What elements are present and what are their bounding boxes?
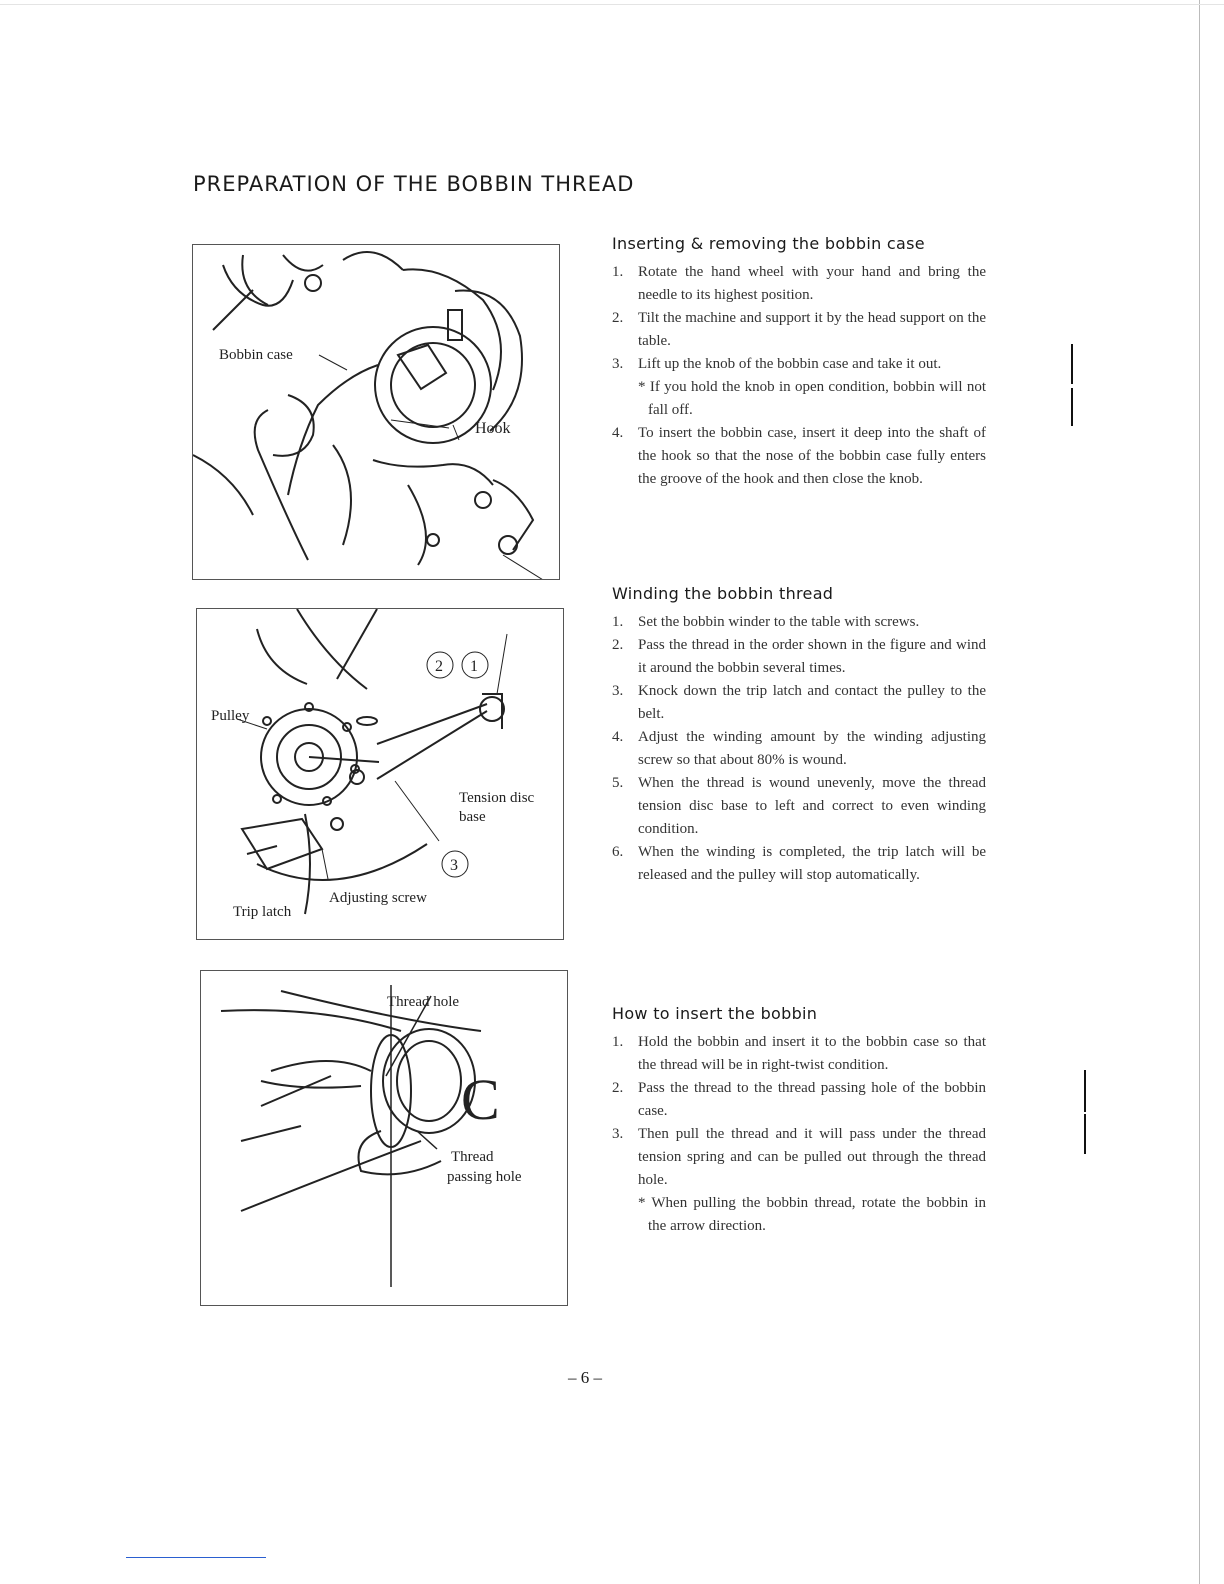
section-heading: How to insert the bobbin	[612, 1004, 818, 1023]
page-title: PREPARATION OF THE BOBBIN THREAD	[193, 172, 635, 196]
label-thread-hole: Thread hole	[387, 994, 460, 1010]
margin-bar	[1084, 1114, 1086, 1154]
bobbin-case-illustration	[193, 245, 559, 579]
margin-bar	[1071, 388, 1073, 426]
label-trip-latch: Trip latch	[233, 904, 292, 920]
figure-insert-bobbin	[200, 970, 568, 1306]
list-item: 3. Knock down the trip latch and contact the pulley to the belt.	[612, 683, 986, 722]
list-item: 4. To insert the bobbin case, insert it deep into the shaft of the hook so that the nose of the bobbin case fully enters the groove of the hook and then close the knob.	[612, 425, 986, 487]
list-item: 2. Pass the thread to the thread passing hole of the bobbin case.	[612, 1080, 986, 1119]
label-tension-disc: Tension disc	[459, 790, 535, 806]
label-number-3: 3	[450, 857, 458, 874]
list-item: 2. Tilt the machine and support it by the head support on the table.	[612, 310, 986, 349]
list-item: 4. Adjust the winding amount by the winding adjusting screw so that about 80% is wound.	[612, 729, 986, 768]
label-thread-passing-hole: passing hole	[447, 1169, 522, 1185]
figure-bobbin-case	[192, 244, 560, 580]
instruction-list	[612, 261, 986, 376]
section-insert-bobbin	[612, 1004, 986, 1238]
bobbin-winder-illustration	[197, 609, 563, 939]
list-item: 5. When the thread is wound unevenly, move the thread tension disc base to left and correct to even winding condition.	[612, 775, 986, 837]
label-letter-c: C	[461, 1067, 500, 1132]
label-thread-passing: Thread	[451, 1149, 494, 1165]
list-item: 1. Hold the bobbin and insert it to the bobbin case so that the thread will be in right-twist condition.	[612, 1034, 986, 1073]
instruction-list	[612, 422, 986, 491]
list-item: 2. Pass the thread in the order shown in the figure and wind it around the bobbin several times.	[612, 637, 986, 676]
list-item: 3. Lift up the knob of the bobbin case and take it out.	[612, 356, 942, 372]
section-inserting-bobbin-case	[612, 234, 986, 491]
label-number-1: 1	[470, 658, 478, 675]
list-item: 1. Rotate the hand wheel with your hand and bring the needle to its highest position.	[612, 264, 986, 303]
margin-bar	[1084, 1070, 1086, 1112]
label-pulley: Pulley	[211, 708, 250, 724]
label-adjusting-screw: Adjusting screw	[329, 890, 427, 906]
label-number-2: 2	[435, 658, 443, 675]
list-item: 3. Then pull the thread and it will pass under the thread tension spring and can be pulled out through the thread hole.	[612, 1126, 986, 1188]
label-hook: Hook	[475, 420, 511, 437]
top-edge-line	[0, 4, 1224, 5]
label-tension-disc-base: base	[459, 809, 486, 825]
footer-line	[126, 1557, 266, 1558]
section-heading: Inserting & removing the bobbin case	[612, 234, 925, 253]
right-edge-line	[1199, 0, 1200, 1584]
instruction-list	[612, 1031, 986, 1192]
section-winding-bobbin-thread	[612, 584, 986, 887]
instruction-list	[612, 611, 986, 887]
insert-bobbin-illustration	[201, 971, 567, 1305]
note: * When pulling the bobbin thread, rotate the bobbin in the arrow direction.	[638, 1195, 986, 1234]
note: * If you hold the knob in open condition, bobbin will not fall off.	[638, 379, 986, 418]
list-item: 1. Set the bobbin winder to the table with screws.	[612, 614, 920, 630]
margin-bar	[1071, 344, 1073, 384]
list-item: 6. When the winding is completed, the trip latch will be released and the pulley will stop automatically.	[612, 844, 986, 883]
label-bobbin-case: Bobbin case	[219, 347, 293, 363]
figure-bobbin-winder	[196, 608, 564, 940]
page-number: – 6 –	[568, 1368, 602, 1387]
section-heading: Winding the bobbin thread	[612, 584, 834, 603]
